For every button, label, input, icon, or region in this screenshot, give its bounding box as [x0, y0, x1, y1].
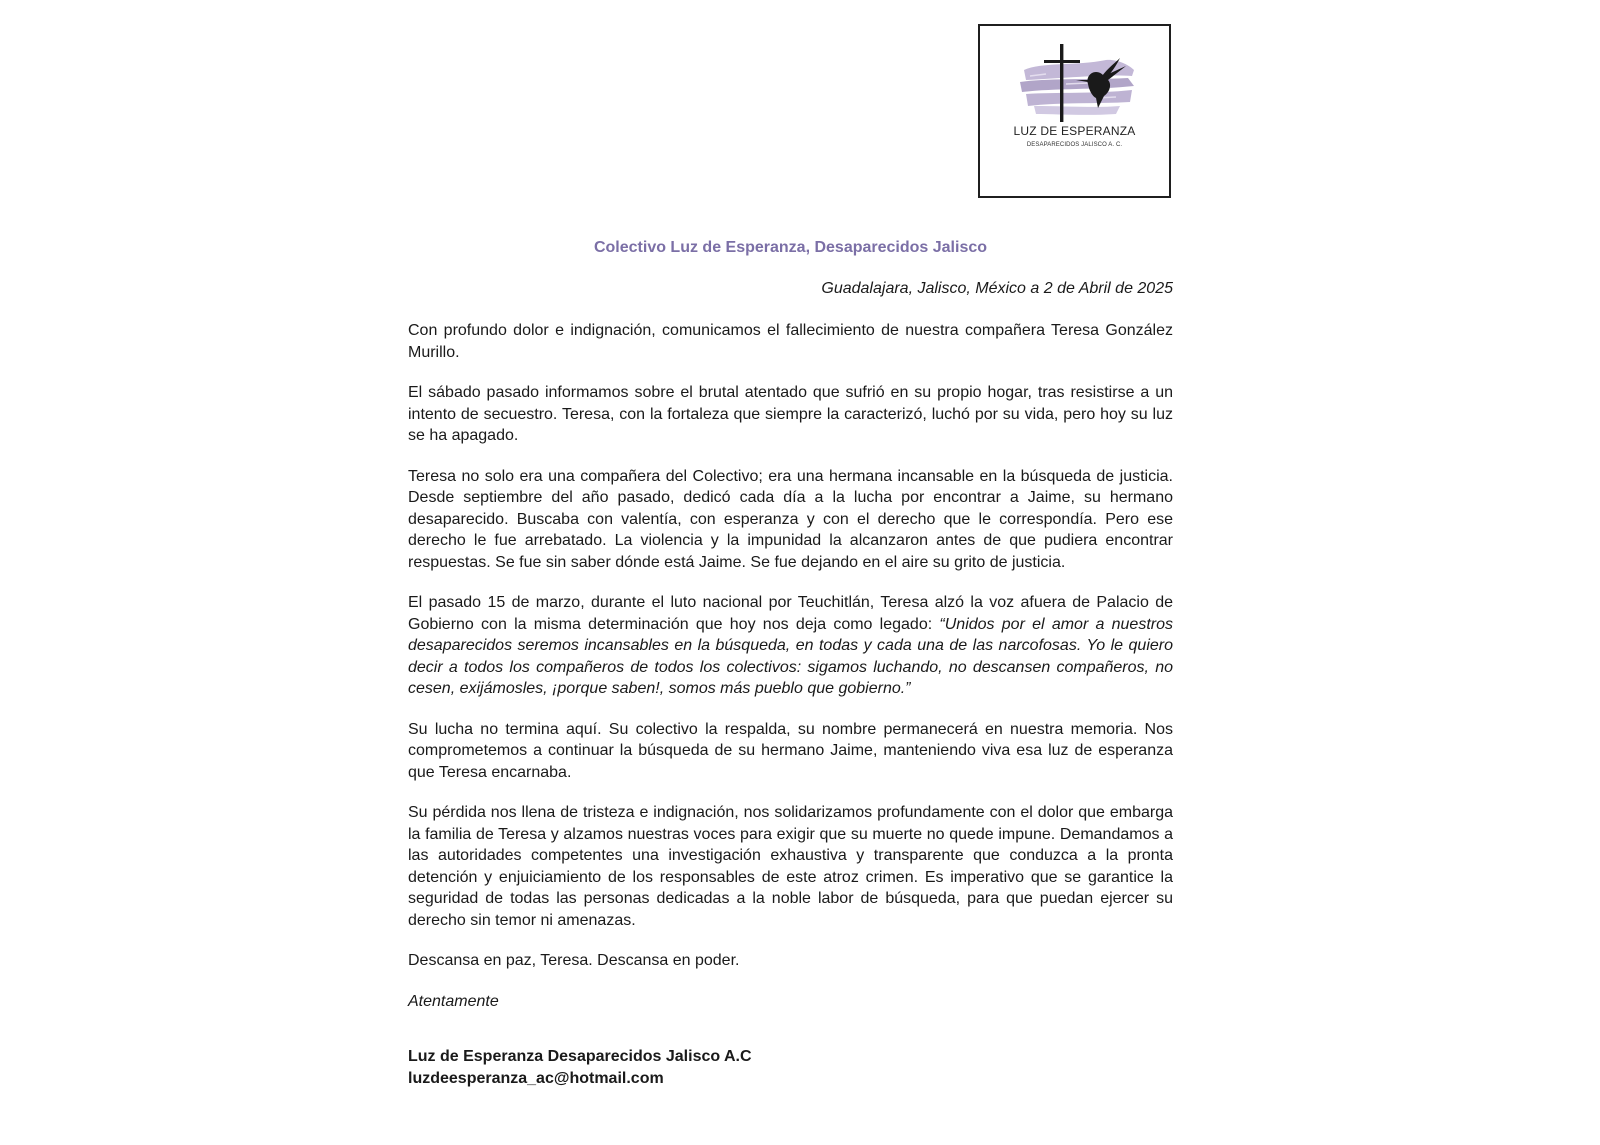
signature-block: [408, 1046, 752, 1090]
paragraph: El sábado pasado informamos sobre el brutal atentado que sufrió en su propio hogar, tras resistirse a un intento de secuestro. Teresa, con la fortaleza que siempre la caracterizó, luchó por su vida, pero hoy su luz se ha apagado.: [408, 384, 1173, 444]
paragraph: Su pérdida nos llena de tristeza e indignación, nos solidarizamos profundamente con el dolor que embarga la familia de Teresa y alzamos nuestras voces para exigir que su muerte no quede impune. Demandamos a las autoridades competentes una investigación exhaustiva y transparente que conduzca a la pronta detención y enjuiciamiento de los responsables de este atroz crimen. Es imperativo que se garantice la seguridad de todas las personas dedicadas a la noble labor de búsqueda, para que puedan ejercer su derecho sin temor ni amenazas.: [408, 804, 1173, 929]
dateline: Guadalajara, Jalisco, México a 2 de Abril de 2025: [821, 280, 1173, 297]
signature-email: luzdeesperanza_ac@hotmail.com: [408, 1070, 664, 1087]
quote-lead: El pasado 15 de marzo, durante el luto nacional por Teuchitlán, Teresa alzó la voz afuera de Palacio de Gobierno con la misma determinación que hoy nos deja como legado:: [408, 594, 1173, 633]
closing: Atentamente: [408, 992, 499, 1010]
paint-brush-stroke: [1020, 60, 1134, 115]
paragraph: Teresa no solo era una compañera del Colectivo; era una hermana incansable en la búsqueda de justicia. Desde septiembre del año pasado, dedicó cada día a la lucha por encontrar a Jaime, su hermano desaparecido. Buscaba con valentía, con esperanza y con el derecho que le correspondía. Pero ese derecho le fue arrebatado. La violencia y la impunidad la alcanzaron antes de que pudiera encontrar respuestas. Se fue sin saber dónde está Jaime. Se fue dejando en el aire su grito de justicia.: [408, 467, 1173, 571]
logo-artwork: [1016, 40, 1138, 130]
logo-subtitle: DESAPARECIDOS JALISCO A. C.: [1026, 142, 1123, 148]
paragraph: Su lucha no termina aquí. Su colectivo la respalda, su nombre permanecerá en nuestra memoria. Nos comprometemos a continuar la búsqueda de su hermano Jaime, manteniendo viva esa luz de esperanza que Teresa encarnaba.: [408, 720, 1173, 781]
logo-name: LUZ DE ESPERANZA: [1013, 124, 1136, 138]
letter-heading: Colectivo Luz de Esperanza, Desaparecidos Jalisco: [593, 239, 988, 256]
organization-logo: [978, 24, 1171, 198]
signature-organization: Luz de Esperanza Desaparecidos Jalisco A.C: [408, 1048, 752, 1065]
quote-text: “Unidos por el amor a nuestros desaparecidos seremos incansables en la búsqueda, en todas y cada una de las narcofosas. Yo le quiero decir a todos los compañeros de todos los colectivos: sigamos luchando, no descansen compañeros, no cesen, exijámosles, ¡porque saben!, somos más pueblo que gobierno.”: [408, 615, 1174, 697]
letter-body: [408, 320, 1173, 1031]
paragraph: Con profundo dolor e indignación, comunicamos el fallecimiento de nuestra compañera Teresa González Murillo.: [408, 322, 1173, 361]
quote-paragraph: [408, 592, 1173, 700]
paragraph: Descansa en paz, Teresa. Descansa en poder.: [408, 952, 740, 969]
